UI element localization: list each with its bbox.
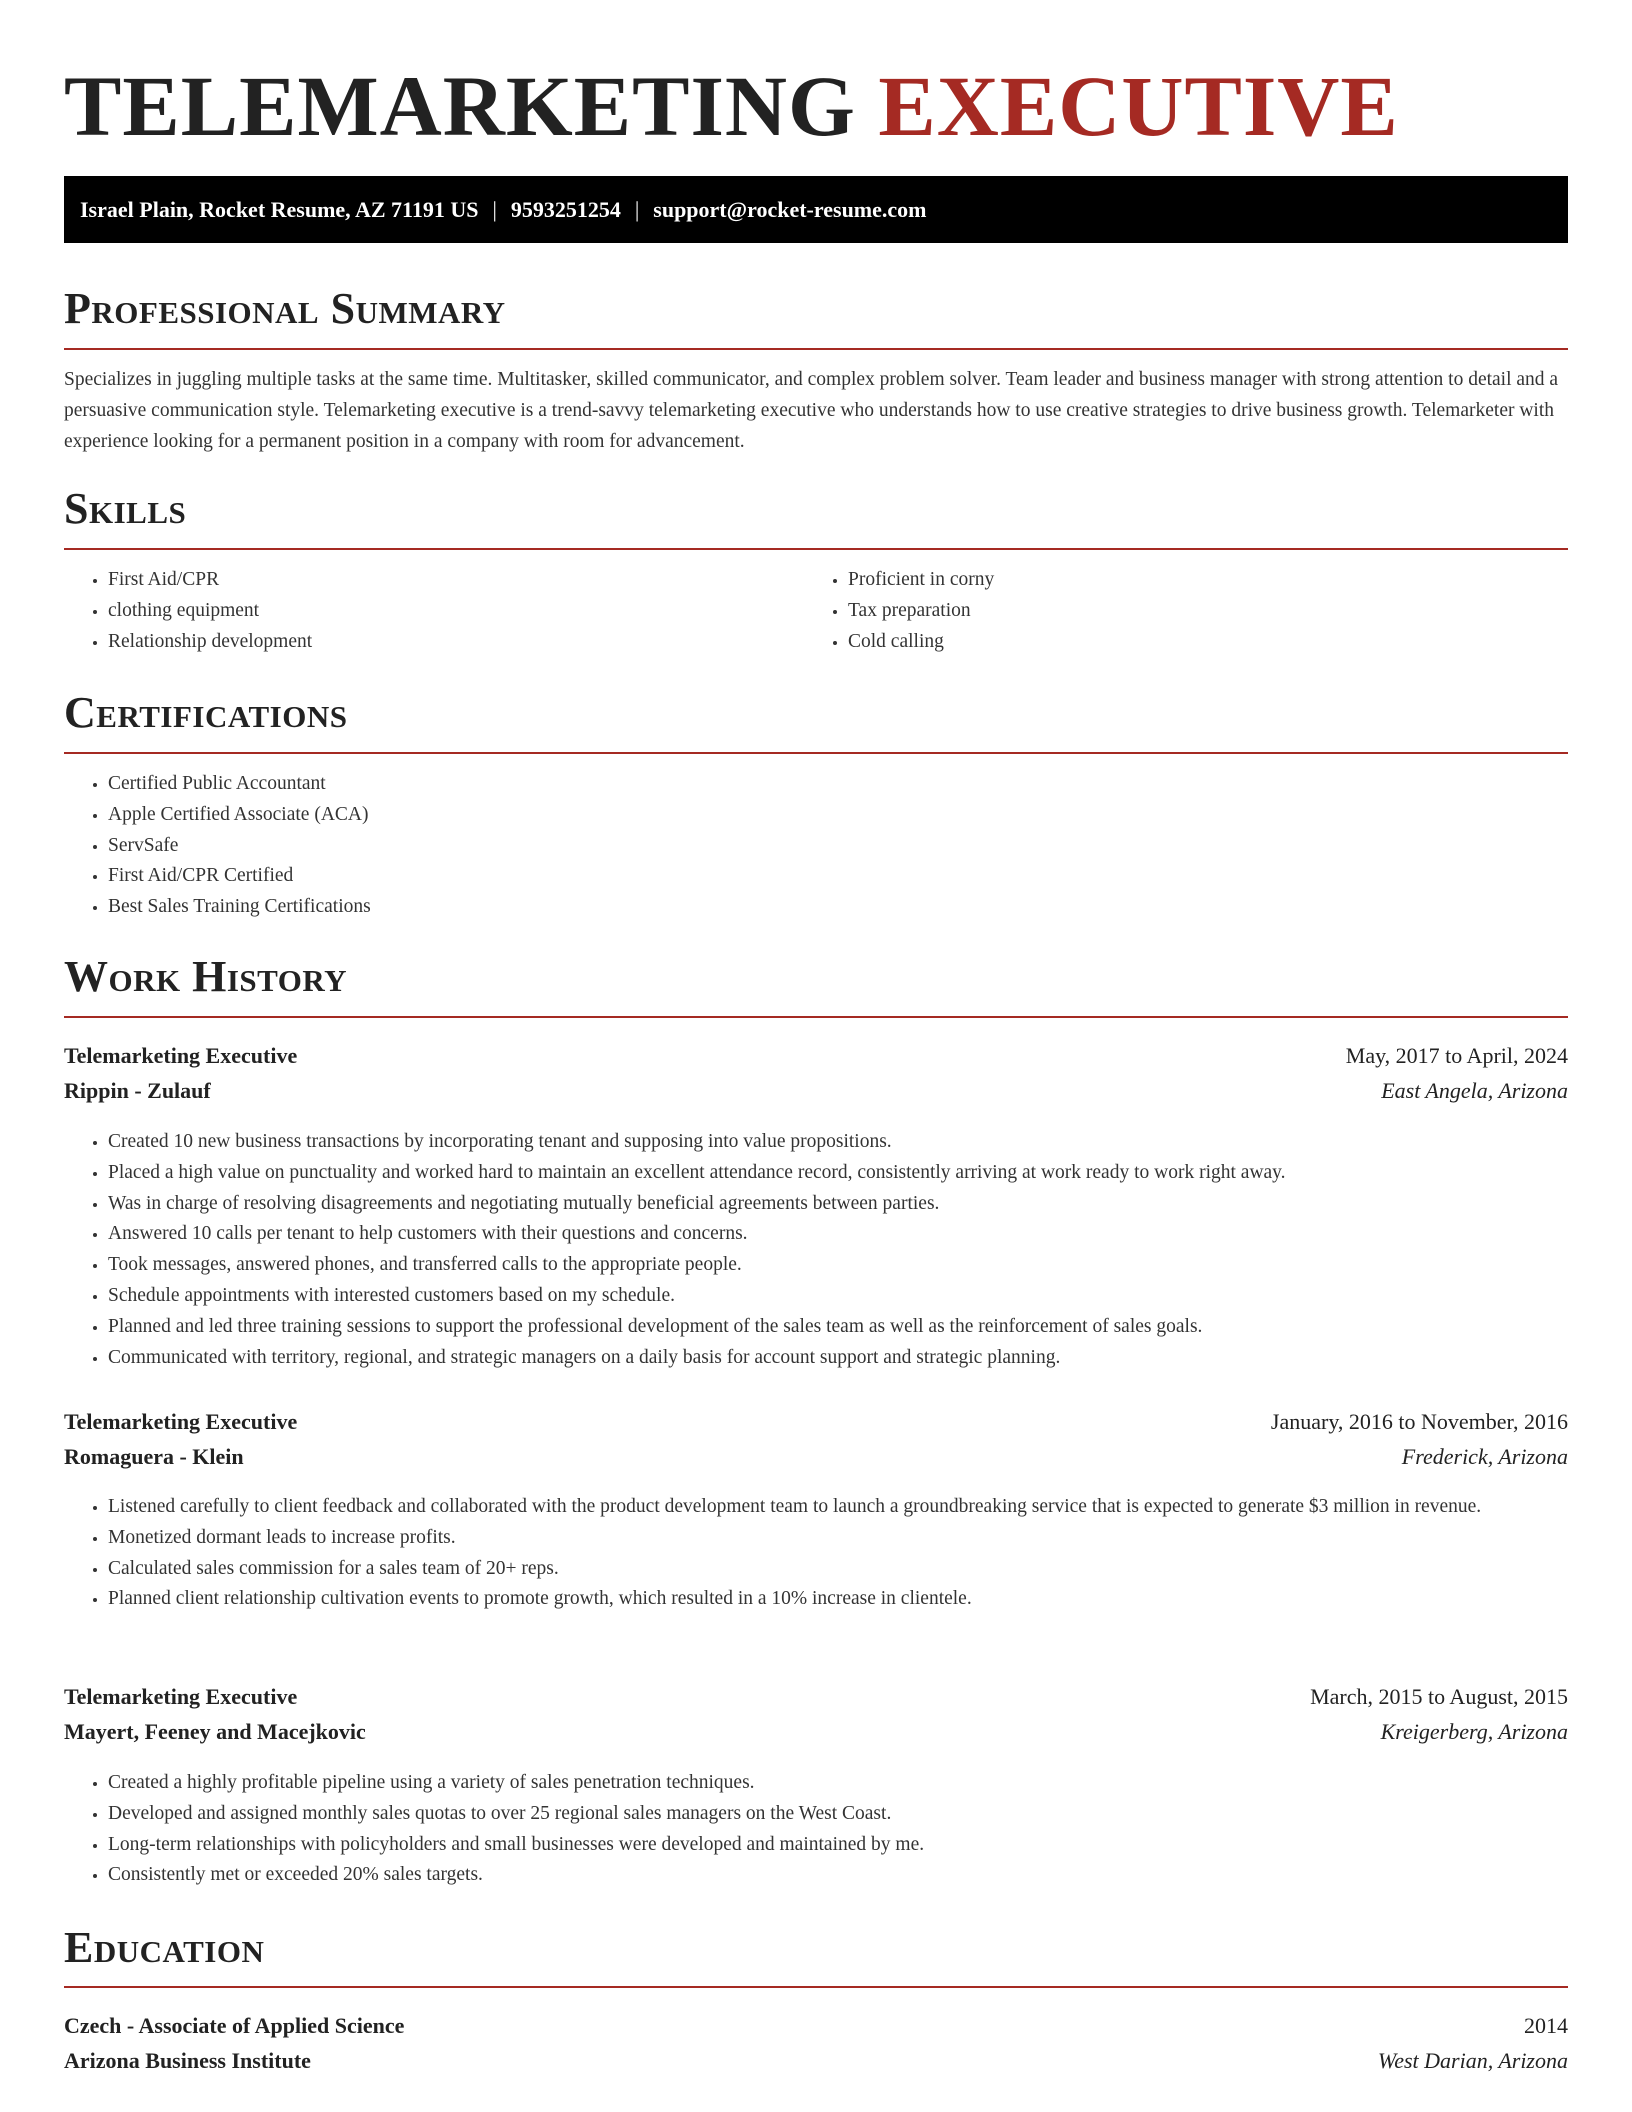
contact-separator: | [634,197,640,222]
job-dates: May, 2017 to April, 2024 [1345,1043,1568,1068]
certification-item: • Certified Public Accountant [108,769,1568,800]
job-company: Romaguera - Klein [64,1444,244,1469]
job-bullet: • Schedule appointments with interested customers based on my schedule. [108,1281,1568,1312]
job-bullet: • Long-term relationships with policyholders and small businesses were developed and maintained by me. [108,1830,1568,1861]
job-subheader [64,1715,1568,1749]
job-bullet: • Planned and led three training sessions to support the professional development of the sales team as well as the reinforcement of sales goals. [108,1312,1568,1343]
skill-item: • clothing equipment [108,596,808,627]
skills-list-right [804,565,1548,657]
job-bullet: • Consistently met or exceeded 20% sales targets. [108,1860,1568,1891]
section-divider [64,348,1568,350]
job-subheader [64,1440,1568,1474]
job-bullet: • Created a highly profitable pipeline using a variety of sales penetration techniques. [108,1768,1568,1799]
education-degree: Czech - Associate of Applied Science [64,2013,405,2038]
skills-list-left [64,565,808,657]
education-heading: Education [64,1923,265,1972]
section-divider [64,1016,1568,1018]
certifications-list [64,769,1568,923]
job-location: Kreigerberg, Arizona [1380,1719,1568,1744]
education-location: West Darian, Arizona [1377,2048,1568,2073]
job-dates: January, 2016 to November, 2016 [1270,1409,1568,1434]
certification-item: • ServSafe [108,831,1568,862]
skill-item: • Cold calling [848,627,1548,658]
job-location: Frederick, Arizona [1401,1444,1568,1469]
skills-heading: Skills [64,484,187,533]
job-company: Rippin - Zulauf [64,1078,211,1103]
education-school: Arizona Business Institute [64,2048,311,2073]
job-bullets [64,1492,1568,1615]
summary-heading: Professional Summary [64,284,506,333]
contact-phone: 9593251254 [510,197,621,222]
job-bullet: • Planned client relationship cultivation events to promote growth, which resulted in a 10% increase in clientele. [108,1584,1568,1615]
job-title: Telemarketing Executive [64,1684,298,1709]
certification-item: • First Aid/CPR Certified [108,861,1568,892]
job-company: Mayert, Feeney and Macejkovic [64,1719,366,1744]
education-subheader [64,2044,1568,2078]
contact-separator: | [492,197,497,222]
job-bullets [64,1127,1568,1373]
job-title: Telemarketing Executive [64,1043,298,1068]
job-bullet: • Answered 10 calls per tenant to help customers with their questions and concerns. [108,1219,1568,1250]
job-bullets [64,1768,1568,1891]
job-bullet: • Monetized dormant leads to increase profits. [108,1523,1568,1554]
education-header [64,2009,1568,2043]
title-part-2: EXECUTIVE [878,58,1399,154]
job-subheader [64,1074,1568,1108]
job-bullet: • Took messages, answered phones, and transferred calls to the appropriate people. [108,1250,1568,1281]
job-dates: March, 2015 to August, 2015 [1310,1684,1568,1709]
certification-item: • Best Sales Training Certifications [108,892,1568,923]
job-bullet: • Was in charge of resolving disagreements and negotiating mutually beneficial agreements between parties. [108,1189,1568,1220]
certifications-heading: Certifications [64,688,348,737]
job-bullet: • Created 10 new business transactions by incorporating tenant and supposing into value propositions. [108,1127,1568,1158]
skill-item: • Proficient in corny [848,565,1548,596]
section-divider [64,548,1568,550]
contact-bar [64,176,1568,243]
job-bullet: • Listened carefully to client feedback and collaborated with the product development team to launch a groundbreaking service that is expected to generate $3 million in revenue. [108,1492,1568,1523]
section-divider [64,1986,1568,1988]
title-part-1: TELEMARKETING [64,58,856,154]
job-header [64,1405,1568,1439]
job-bullet: • Developed and assigned monthly sales quotas to over 25 regional sales managers on the West Coast. [108,1799,1568,1830]
job-header [64,1680,1568,1714]
skill-item: • Tax preparation [848,596,1548,627]
section-divider [64,752,1568,754]
summary-text: Specializes in juggling multiple tasks at the same time. Multitasker, skilled communicator, and complex problem solver. Team leader and business manager with strong attention to detail and a persuasive communication style. Telemarketing executive is a trend-savvy telemarketing executive who understands how to use creative strategies to drive business growth. Telemarketer with experience looking for a permanent position in a company with room for advancement. [64,369,1559,452]
job-bullet: • Calculated sales commission for a sales team of 20+ reps. [108,1554,1568,1585]
education-year: 2014 [1524,2013,1568,2038]
resume-title [64,58,1399,154]
job-location: East Angela, Arizona [1381,1078,1568,1103]
skill-item: • First Aid/CPR [108,565,808,596]
work-history-heading: Work History [64,952,348,1001]
job-header [64,1039,1568,1073]
job-bullet: • Communicated with territory, regional, and strategic managers on a daily basis for account support and strategic planning. [108,1343,1568,1374]
certification-item: • Apple Certified Associate (ACA) [108,800,1568,831]
job-bullet: • Placed a high value on punctuality and worked hard to maintain an excellent attendance record, consistently arriving at work ready to work right away. [108,1158,1568,1189]
contact-address: Israel Plain, Rocket Resume, AZ 71191 US [80,197,479,222]
job-title: Telemarketing Executive [64,1409,298,1434]
skill-item: • Relationship development [108,627,808,658]
contact-email[interactable]: support@rocket-resume.com [653,197,927,222]
